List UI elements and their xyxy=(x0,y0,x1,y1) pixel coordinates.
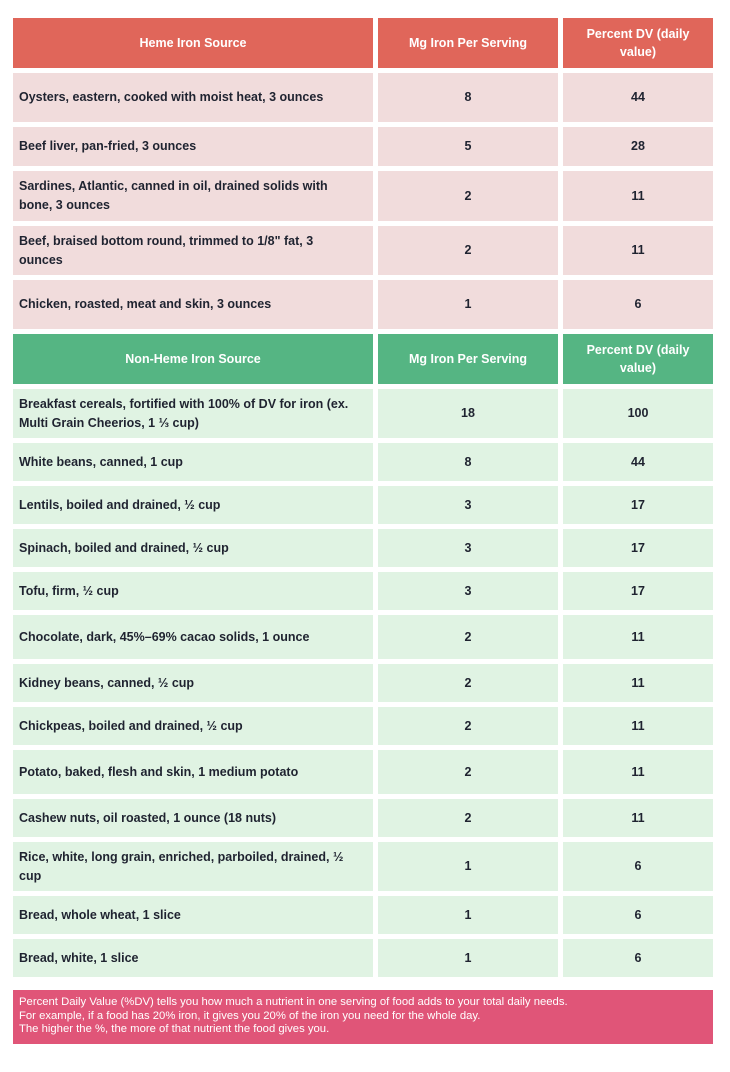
cell-mg: 3 xyxy=(373,529,558,567)
table-row xyxy=(13,750,713,794)
cell-source: Chocolate, dark, 45%–69% cacao solids, 1 ounce xyxy=(13,615,373,659)
cell-mg: 1 xyxy=(373,280,558,329)
cell-mg: 2 xyxy=(373,226,558,275)
footnote-line: Percent Daily Value (%DV) tells you how much a nutrient in one serving of food adds to your total daily needs. xyxy=(19,996,568,1008)
cell-dv: 6 xyxy=(558,842,713,891)
heme-header-dv: Percent DV (daily value) xyxy=(558,18,713,68)
table-row xyxy=(13,896,713,934)
cell-source: Chicken, roasted, meat and skin, 3 ounces xyxy=(13,280,373,329)
nonheme-header-source: Non-Heme Iron Source xyxy=(13,334,373,384)
table-row xyxy=(13,572,713,610)
cell-source: Beef liver, pan-fried, 3 ounces xyxy=(13,127,373,166)
iron-sources-page xyxy=(13,18,713,1044)
table-row xyxy=(13,707,713,745)
footnote-line: The higher the %, the more of that nutrient the food gives you. xyxy=(19,1023,330,1035)
cell-source: Potato, baked, flesh and skin, 1 medium potato xyxy=(13,750,373,794)
cell-mg: 1 xyxy=(373,896,558,934)
cell-mg: 3 xyxy=(373,486,558,524)
table-row xyxy=(13,171,713,221)
cell-mg: 1 xyxy=(373,939,558,977)
cell-mg: 1 xyxy=(373,842,558,891)
table-row xyxy=(13,664,713,702)
table-row xyxy=(13,799,713,837)
cell-dv: 44 xyxy=(558,73,713,122)
cell-source: Tofu, firm, ½ cup xyxy=(13,572,373,610)
cell-source: Lentils, boiled and drained, ½ cup xyxy=(13,486,373,524)
table-row xyxy=(13,226,713,275)
cell-dv: 11 xyxy=(558,750,713,794)
table-row xyxy=(13,280,713,329)
table-row xyxy=(13,73,713,122)
table-row xyxy=(13,389,713,438)
cell-dv: 28 xyxy=(558,127,713,166)
cell-dv: 100 xyxy=(558,389,713,438)
cell-dv: 11 xyxy=(558,615,713,659)
cell-source: Breakfast cereals, fortified with 100% of DV for iron (ex. Multi Grain Cheerios, 1 ⅓ cup) xyxy=(13,389,373,438)
cell-mg: 8 xyxy=(373,443,558,481)
heme-header-source: Heme Iron Source xyxy=(13,18,373,68)
cell-mg: 2 xyxy=(373,615,558,659)
table-row xyxy=(13,486,713,524)
cell-dv: 17 xyxy=(558,572,713,610)
table-row xyxy=(13,615,713,659)
nonheme-header-row xyxy=(13,334,713,384)
nonheme-header-dv: Percent DV (daily value) xyxy=(558,334,713,384)
cell-mg: 2 xyxy=(373,664,558,702)
table-row xyxy=(13,127,713,166)
cell-mg: 18 xyxy=(373,389,558,438)
cell-mg: 2 xyxy=(373,171,558,221)
cell-dv: 6 xyxy=(558,896,713,934)
cell-source: Cashew nuts, oil roasted, 1 ounce (18 nuts) xyxy=(13,799,373,837)
table-row xyxy=(13,529,713,567)
table-row xyxy=(13,443,713,481)
cell-mg: 2 xyxy=(373,750,558,794)
cell-source: White beans, canned, 1 cup xyxy=(13,443,373,481)
cell-dv: 44 xyxy=(558,443,713,481)
cell-dv: 11 xyxy=(558,664,713,702)
cell-mg: 8 xyxy=(373,73,558,122)
cell-mg: 2 xyxy=(373,707,558,745)
cell-dv: 11 xyxy=(558,707,713,745)
cell-dv: 6 xyxy=(558,280,713,329)
cell-mg: 5 xyxy=(373,127,558,166)
cell-source: Sardines, Atlantic, canned in oil, drained solids with bone, 3 ounces xyxy=(13,171,373,221)
cell-dv: 11 xyxy=(558,226,713,275)
cell-source: Rice, white, long grain, enriched, parboiled, drained, ½ cup xyxy=(13,842,373,891)
footnote-line: For example, if a food has 20% iron, it gives you 20% of the iron you need for the whole day. xyxy=(19,1009,481,1022)
cell-mg: 2 xyxy=(373,799,558,837)
cell-dv: 17 xyxy=(558,529,713,567)
cell-dv: 11 xyxy=(558,799,713,837)
table-row xyxy=(13,939,713,977)
cell-mg: 3 xyxy=(373,572,558,610)
percent-dv-footnote xyxy=(13,990,713,1044)
cell-dv: 11 xyxy=(558,171,713,221)
cell-source: Bread, white, 1 slice xyxy=(13,939,373,977)
cell-source: Oysters, eastern, cooked with moist heat, 3 ounces xyxy=(13,73,373,122)
cell-source: Chickpeas, boiled and drained, ½ cup xyxy=(13,707,373,745)
cell-dv: 17 xyxy=(558,486,713,524)
cell-source: Bread, whole wheat, 1 slice xyxy=(13,896,373,934)
iron-table xyxy=(13,13,713,982)
cell-source: Spinach, boiled and drained, ½ cup xyxy=(13,529,373,567)
heme-header-row xyxy=(13,18,713,68)
cell-source: Kidney beans, canned, ½ cup xyxy=(13,664,373,702)
cell-dv: 6 xyxy=(558,939,713,977)
heme-header-mg: Mg Iron Per Serving xyxy=(373,18,558,68)
nonheme-header-mg: Mg Iron Per Serving xyxy=(373,334,558,384)
cell-source: Beef, braised bottom round, trimmed to 1/8" fat, 3 ounces xyxy=(13,226,373,275)
table-row xyxy=(13,842,713,891)
iron-table-body xyxy=(13,18,713,977)
